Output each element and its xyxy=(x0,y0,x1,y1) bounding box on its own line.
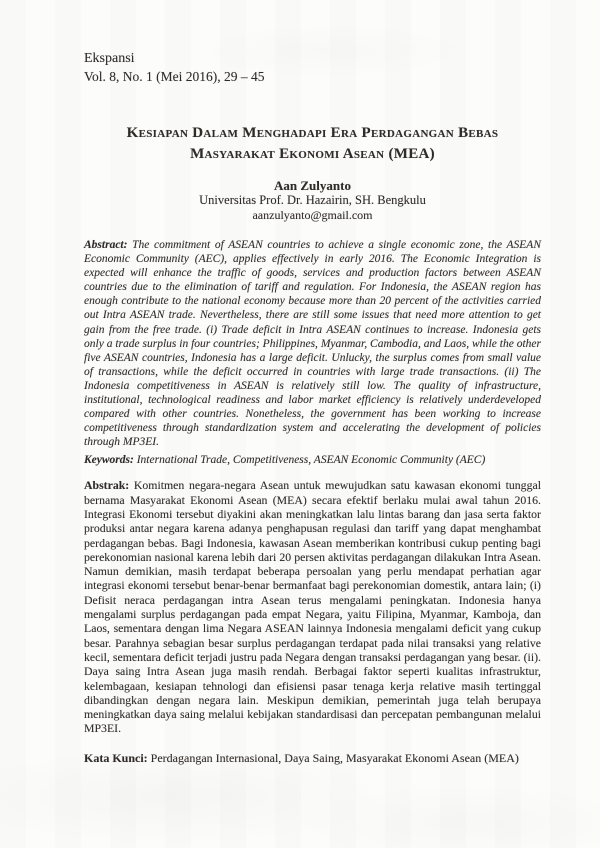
journal-issue: Vol. 8, No. 1 (Mei 2016), 29 – 45 xyxy=(84,69,265,84)
kata-kunci-text: Perdagangan Internasional, Daya Saing, Masyarakat Ekonomi Asean (MEA) xyxy=(150,750,519,765)
keywords-label: Keywords: xyxy=(84,454,134,467)
kata-kunci-label: Kata Kunci: xyxy=(84,750,148,765)
abstrak-text: Komitmen negara-negara Asean untuk mewujudkan satu kawasan ekonomi tunggal bernama Masyarakat Ekonomi Asean (MEA) secara efektif berlaku mulai awal tahun 2016. Integrasi Ekonomi tersebut diyakini akan meningkatkan lalu lintas barang dan jasa serta faktor produksi antar negara karena adanya penghapusan regulasi dan tariff yang dapat menghambat perdagangan bebas. Bagi Indonesia, kawasan Asean memberikan kontribusi cukup penting bagi perekonomian nasional karena lebih dari 20 persen aktivitas perdagangan dilakukan Intra Asean. Namun demikian, masih terdapat beberapa persoalan yang perlu mendapat perhatian agar integrasi ekonomi tersebut benar-benar bermanfaat bagi perekonomian domestik, antara lain; (i) Defisit neraca perdagangan intra Asean terus mengalami peningkatan. Indonesia hanya mengalami surplus perdagangan pada empat Negara, yaitu Filipina, Myanmar, Kamboja, dan Laos, sementara dengan lima Negara ASEAN lainnya Indonesia mengalami deficit yang cukup besar. Parahnya sebagian besar surplus perdagangan terdapat pada nilai transaksi yang relative kecil, sementara deficit terjadi justru pada Negara dengan transaksi perdagangan yang besar. (ii). Daya saing Intra Asean juga masih rendah. Berbagai faktor seperti kualitas infrastruktur, kelembagaan, kesiapan tehnologi dan efisiensi pasar tenaga kerja relative masih tertinggal dibandingkan dengan negara lain. Meskipun demikian, pemerintah juga telah berupaya meningkatkan daya saing melalui kebijakan standardisasi dan percepatan pembangunan melalui MP3EI. xyxy=(84,478,541,736)
keywords-text: International Trade, Competitiveness, ASEAN Economic Community (AEC) xyxy=(136,454,486,467)
journal-name: Ekspansi xyxy=(84,51,135,66)
author-name: Aan Zulyanto xyxy=(274,178,351,193)
article-title-line-2: Masyarakat Ekonomi Asean (MEA) xyxy=(190,146,435,162)
article-title-line-1: Kesiapan Dalam Menghadapi Era Perdagangan Bebas xyxy=(126,125,499,141)
keywords-line xyxy=(84,453,541,467)
author-email: aanzulyanto@gmail.com xyxy=(252,208,373,222)
kata-kunci-line xyxy=(84,751,541,765)
abstract-english xyxy=(84,238,541,449)
abstrak-label: Abstrak: xyxy=(84,478,130,493)
abstract-text: The commitment of ASEAN countries to achieve a single economic zone, the ASEAN Economic Community (AEC), applies effectively in early 2016. The Economic Integration is expected will enhance the traffic of goods, services and production factors between ASEAN countries due to the elimination of tariff and regulation. For Indonesia, the ASEAN region has enough contribute to the national economy because more than 20 percent of the activities carried out Intra ASEAN trade. Nevertheless, there are still some issues that need more attention to get gain from the free trade. (i) Trade deficit in Intra ASEAN continues to increase. Indonesia gets only a trade surplus in four countries; Philippines, Myanmar, Cambodia, and Laos, while the other five ASEAN countries, Indonesia has a large deficit. Unlucky, the surplus comes from small value of transactions, while the deficit occurred in countries with large trade transactions. (ii) The Indonesia competitiveness in ASEAN is relatively still low. The quality of infrastructure, institutional, technological readiness and labor market efficiency is relatively underdeveloped compared with other countries. Nonetheless, the government has been working to increase competitiveness through standardization system and accelerating the development of policies through MP3EI. xyxy=(84,239,542,449)
page-content xyxy=(84,0,541,765)
abstract-indonesian xyxy=(84,478,541,735)
journal-header xyxy=(84,0,541,86)
article-title xyxy=(84,123,541,165)
author-block xyxy=(84,178,541,223)
author-affiliation: Universitas Prof. Dr. Hazairin, SH. Bengkulu xyxy=(199,193,426,207)
abstract-label: Abstract: xyxy=(84,239,128,251)
